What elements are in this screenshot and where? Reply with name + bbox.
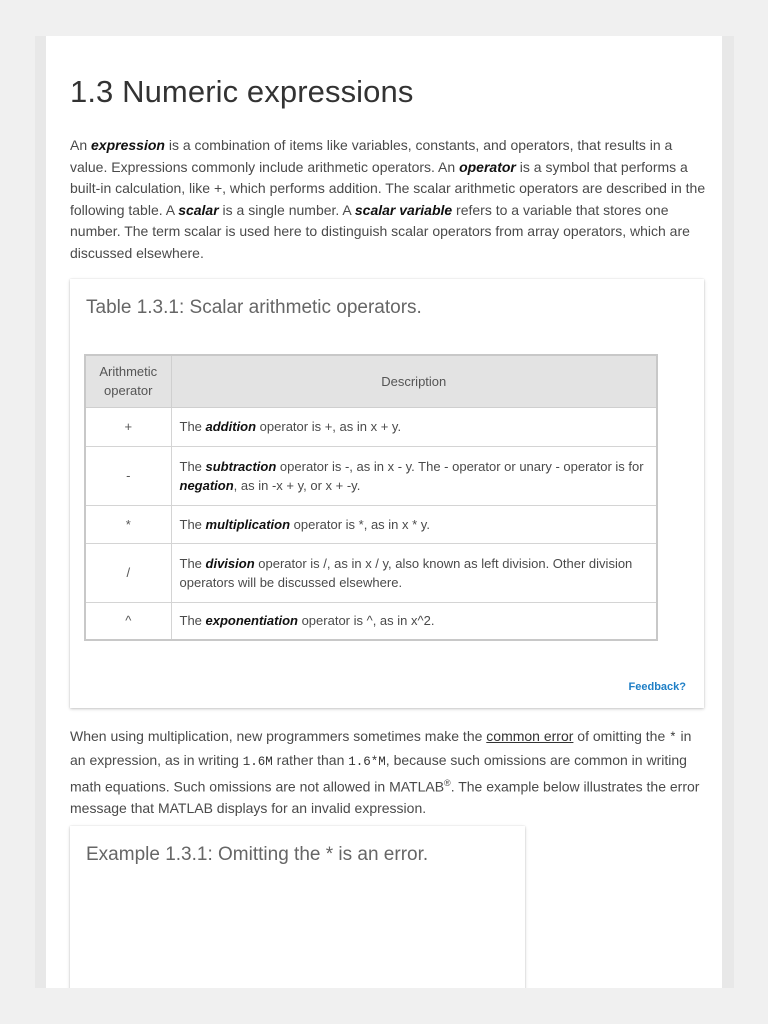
table-card: [70, 279, 704, 708]
description-text: The: [179, 419, 206, 434]
paragraph-text: , because such omissions are common in writing math equations. Such omissions are not allowed in MATLAB: [70, 751, 687, 795]
table-row: [85, 602, 657, 640]
paragraph-text: of omitting the: [573, 728, 670, 744]
description-text: operator is ^, as in x^2.: [297, 613, 435, 629]
description-text: , as in -x + y, or x + -y.: [233, 477, 361, 493]
description-text: The: [179, 458, 206, 474]
feedback-link[interactable]: Feedback?: [628, 681, 686, 693]
section-title: 1.3 Numeric expressions: [70, 74, 414, 109]
inline-code: 1.6*M: [348, 754, 386, 769]
description-cell: [171, 505, 657, 543]
table-row: [85, 446, 657, 505]
paragraph-text: in an expression, as in writing: [70, 728, 692, 768]
column-header-description: Description: [171, 355, 657, 407]
inline-code: *: [669, 731, 677, 745]
paragraph-text: . The example below illustrates the error message that MATLAB displays for an invalid expression.: [70, 778, 700, 817]
intro-text: is a symbol that performs a built-in calculation, like +, which performs addition. The scalar arithmetic operators are described in the following table. A: [70, 158, 706, 218]
example-title: Example 1.3.1: Omitting the * is an error.: [86, 844, 429, 865]
table-row: [85, 407, 657, 446]
intro-text: refers to a variable that stores one number. The term scalar is used here to distinguish scalar operators from array operators, which are discussed elsewhere.: [70, 201, 690, 261]
description-text: The: [179, 516, 206, 532]
description-cell: [171, 602, 657, 640]
term-negation: negation: [179, 477, 234, 493]
table-row: [85, 543, 657, 602]
description-text: operator is +, as in x + y.: [256, 419, 402, 434]
term-addition: addition: [205, 419, 257, 434]
term-exponentiation: exponentiation: [205, 613, 298, 629]
intro-text: is a single number. A: [218, 201, 355, 218]
paragraph-text: rather than: [272, 751, 349, 768]
intro-text: An: [70, 137, 92, 153]
intro-text: is a combination of items like variables, constants, and operators, that results in a value. Expressions commonly include arithmetic operators. An: [70, 137, 673, 175]
column-header-operator: Arithmetic operator: [85, 355, 171, 407]
table-row: [85, 505, 657, 543]
description-cell: [171, 407, 657, 446]
description-text: operator is *, as in x * y.: [290, 516, 430, 532]
inline-code: 1.6M: [242, 754, 273, 769]
term-operator: operator: [459, 158, 516, 175]
description-text: operator is /, as in x / y, also known as left division. Other division operators will be discussed elsewhere.: [179, 555, 633, 590]
paragraph-text: When using multiplication, new programmers sometimes make the: [70, 728, 487, 744]
table-title: Table 1.3.1: Scalar arithmetic operators.: [86, 297, 422, 318]
description-text: operator is -, as in x - y. The - operator or unary - operator is for: [276, 458, 644, 474]
page: [35, 36, 734, 988]
term-scalar-variable: scalar variable: [354, 201, 453, 218]
term-expression: expression: [91, 137, 165, 153]
term-scalar: scalar: [178, 201, 219, 218]
operator-cell: -: [85, 446, 171, 505]
example-card: [70, 826, 525, 988]
term-multiplication: multiplication: [205, 516, 291, 532]
description-text: The: [179, 555, 206, 571]
term-subtraction: subtraction: [205, 458, 277, 474]
operator-cell: *: [85, 505, 171, 543]
description-cell: [171, 446, 657, 505]
term-division: division: [205, 555, 255, 571]
common-error-link[interactable]: common error: [486, 728, 574, 744]
operators-table: [84, 354, 658, 641]
operator-cell: /: [85, 543, 171, 602]
description-cell: [171, 543, 657, 602]
operator-cell: ^: [85, 602, 171, 640]
registered-mark: ®: [444, 778, 451, 788]
error-paragraph: [70, 726, 700, 820]
operator-cell: +: [85, 407, 171, 446]
description-text: The: [179, 613, 206, 629]
intro-paragraph: [70, 135, 710, 264]
